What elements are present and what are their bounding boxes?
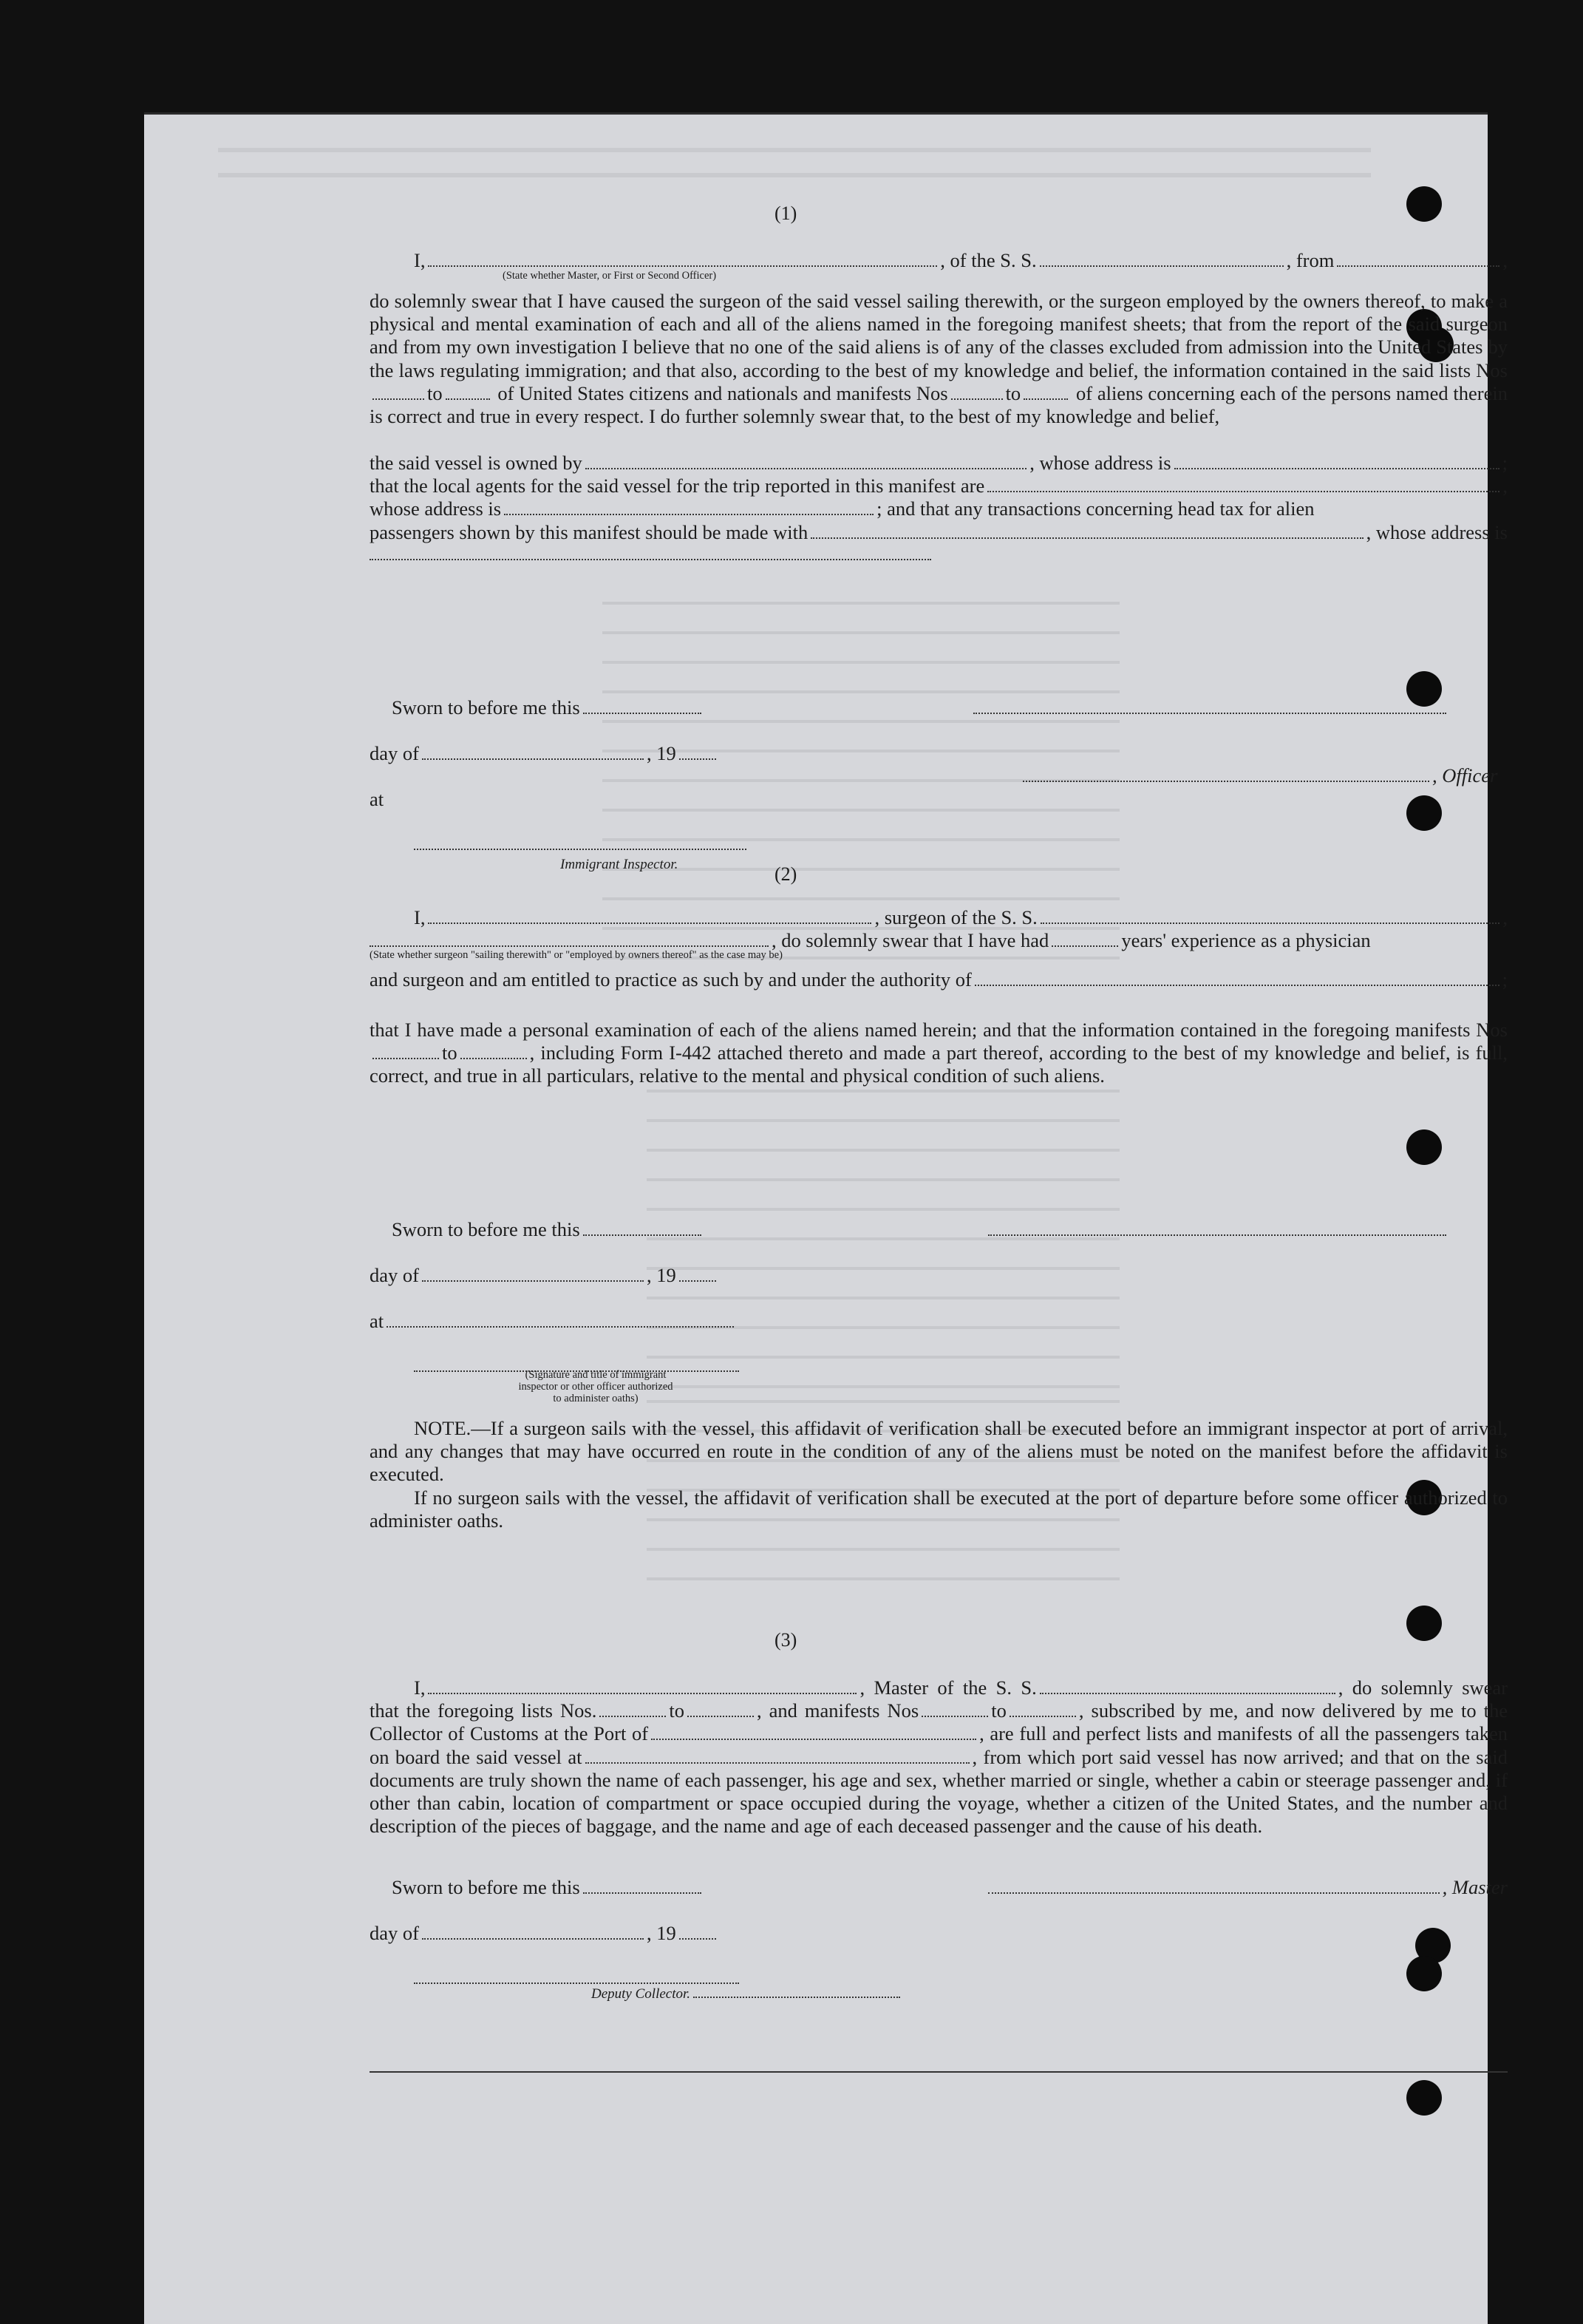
master-sworn-year-field[interactable] [679, 1923, 716, 1940]
bottom-rule [370, 2071, 1508, 2073]
section-1-paragraph: do solemnly swear that I have caused the surgeon of the said vessel sailing therewith, or the surgeon employed by the owners thereof, to make a physical and mental examination of each and all of the aliens named in the foregoing manifest sheets; that from the report of the said surgeon and from my own investigation I believe that no one of the said aliens is of any of the classes excluded from admission into the United States by the laws regulating immigration; and that also, according to the best of my knowledge and belief, the information contained in the said lists Nosto of United States citizens and nationals and manifests Nos to of aliens concerning each of the persons named therein is correct and true in every respect. I do further solemnly swear that, to the best of my knowledge and belief, [370, 290, 1508, 428]
master-manifests-to-field[interactable] [1010, 1701, 1076, 1717]
collector-caption: Deputy Collector. [591, 1986, 691, 2002]
top-frame-line [144, 112, 1488, 115]
sworn-year-field[interactable] [679, 744, 716, 760]
surgeon-name-field[interactable] [428, 908, 871, 924]
officer-label: , Officer [1432, 764, 1498, 786]
master-lists-to-field[interactable] [687, 1701, 754, 1717]
surgeon-manifests-to-field[interactable] [460, 1043, 527, 1059]
note-paragraph: NOTE.—If a surgeon sails with the vessel, this affidavit of verification shall be executed before an immigrant inspector at port of arrival, and any changes that may have occurred en route in the condition of any of the aliens must be noted on the manifest before the affidavit is executed. [370, 1417, 1508, 1486]
section-2-number: (2) [775, 863, 797, 885]
officer-title-field[interactable] [1023, 766, 1429, 782]
manifests-from-field[interactable] [951, 384, 1003, 400]
section-1-number: (1) [775, 203, 797, 224]
bleed-through-header [218, 135, 1371, 194]
sworn-day-field[interactable] [583, 698, 701, 714]
surgeon-sworn-day-field[interactable] [583, 1220, 701, 1236]
master-label: , Master [1442, 1876, 1508, 1898]
inspector-signature-field[interactable] [414, 834, 746, 850]
surgeon-caption: (State whether surgeon "sailing therewith" or "employed by owners thereof" as the case may be) [370, 949, 783, 962]
inspector-caption: Immigrant Inspector. [560, 857, 678, 872]
surgeon-signature-field[interactable] [988, 1220, 1446, 1236]
surgeon-status-field[interactable] [370, 931, 769, 947]
i-label: I, [414, 249, 426, 271]
owner-address-field[interactable] [1174, 453, 1499, 469]
punch-hole [1406, 1129, 1442, 1165]
note-paragraph-2: If no surgeon sails with the vessel, the affidavit of verification shall be executed at the port of departure before some officer authorized to administer oaths. [370, 1487, 1508, 1532]
master-vessel-field[interactable] [1040, 1678, 1335, 1694]
section-1-jurat: Sworn to before me this day of , 19 , Officer at Immigrant Inspector. [370, 696, 1508, 876]
master-manifests-from-field[interactable] [922, 1701, 988, 1717]
local-agents-field[interactable] [987, 476, 1499, 492]
master-sworn-month-field[interactable] [422, 1923, 644, 1940]
section-3-jurat: Sworn to before me this , Master day of , 19 Deputy Collector. [370, 1876, 1508, 2002]
master-lists-from-field[interactable] [599, 1701, 666, 1717]
section-2-paragraph: that I have made a personal examination of each of the aliens named herein; and that the information contained in the foregoing manifests Nosto , including Form I-442 attached thereto and made a part thereof, according to the best of my knowledge and belief, is full, correct, and true in all particulars, relative to the mental and physical condition of such aliens. [370, 1019, 1508, 1087]
section-1-oath-line: I, , of the S. S. , from , (State whether Master, or First or Second Officer) [414, 249, 1508, 282]
manifests-to-field[interactable] [1024, 384, 1068, 400]
manifest-back-page [144, 112, 1508, 2324]
punch-hole [1406, 2080, 1442, 2116]
section-2-jurat: Sworn to before me this day of , 19 at (Signature and title of immigrant inspector or other officer authorized to administer oaths) [370, 1218, 1508, 1404]
from-port-field[interactable] [1337, 251, 1499, 267]
master-signature-field[interactable] [988, 1878, 1440, 1894]
punch-hole [1406, 1606, 1442, 1641]
vessel-name-field[interactable] [1040, 251, 1284, 267]
customs-port-field[interactable] [651, 1724, 976, 1740]
lists-from-field[interactable] [372, 384, 424, 400]
boarding-port-field[interactable] [585, 1747, 970, 1764]
agents-address-field[interactable] [504, 499, 874, 515]
from-label: , from [1286, 249, 1335, 271]
surgeon-at-field[interactable] [387, 1311, 734, 1328]
surgeon-vessel-field[interactable] [1041, 908, 1500, 924]
authority-field[interactable] [975, 970, 1499, 986]
officer-name-field[interactable] [428, 251, 937, 267]
surgeon-sworn-year-field[interactable] [679, 1265, 716, 1282]
surgeon-sworn-month-field[interactable] [422, 1265, 644, 1282]
officer-caption: (State whether Master, or First or Second Officer) [503, 270, 717, 282]
head-tax-address-field[interactable] [370, 544, 931, 560]
sworn-month-field[interactable] [422, 744, 644, 760]
owner-line: the said vessel is owned by , whose address is ; that the local agents for the said vessel for the trip reported in this manifest are , whose address is ; and that any transactions concerning head tax for alien passengers shown by this manifest should be made with , whose address is [370, 452, 1508, 567]
collector-signature-field[interactable] [414, 1968, 739, 1984]
collector-trailing-dots [693, 1986, 900, 1998]
master-name-field[interactable] [428, 1678, 857, 1694]
officer-signature-field[interactable] [973, 698, 1446, 714]
owner-field[interactable] [585, 453, 1027, 469]
head-tax-contact-field[interactable] [811, 523, 1363, 539]
note-label: NOTE. [414, 1417, 472, 1439]
of-ss-label: , of the S. S. [940, 249, 1037, 271]
lists-to-field[interactable] [446, 384, 490, 400]
section-3-paragraph: I, , Master of the S. S. , do solemnly swear that the foregoing lists Nos. to , and manifests Nos to , subscribed by me, and now delivered by me to the Collector of Customs at the Port of , are full and perfect lists and manifests of all the passengers taken on board the said vessel at , from which port said vessel has now arrived; and that on the said documents are truly shown the name of each passenger, his age and sex, whether married or single, whether a cabin or steerage passenger and, if other than cabin, location of compartment or space occupied during the voyage, whether a citizen of the United States, and the number and description of the pieces of baggage, and the name and age of each deceased passenger and the cause of his death. [370, 1676, 1508, 1838]
master-sworn-day-field[interactable] [583, 1878, 701, 1894]
section-3-number: (3) [775, 1629, 797, 1651]
signature-caption: (Signature and title of immigrant inspector or other officer authorized to administer oaths) [518, 1369, 673, 1404]
section-2-oath-line: I, , surgeon of the S. S. , , do solemnly swear that I have had years' experience as a physician (State whether surgeon "sailing therewith" or "employed by owners thereof" as the case may be) and surgeon and am entitled to practice as such by and under the authority of ; [370, 906, 1508, 991]
punch-hole [1406, 186, 1442, 222]
surgeon-manifests-from-field[interactable] [372, 1043, 439, 1059]
years-experience-field[interactable] [1052, 931, 1118, 947]
